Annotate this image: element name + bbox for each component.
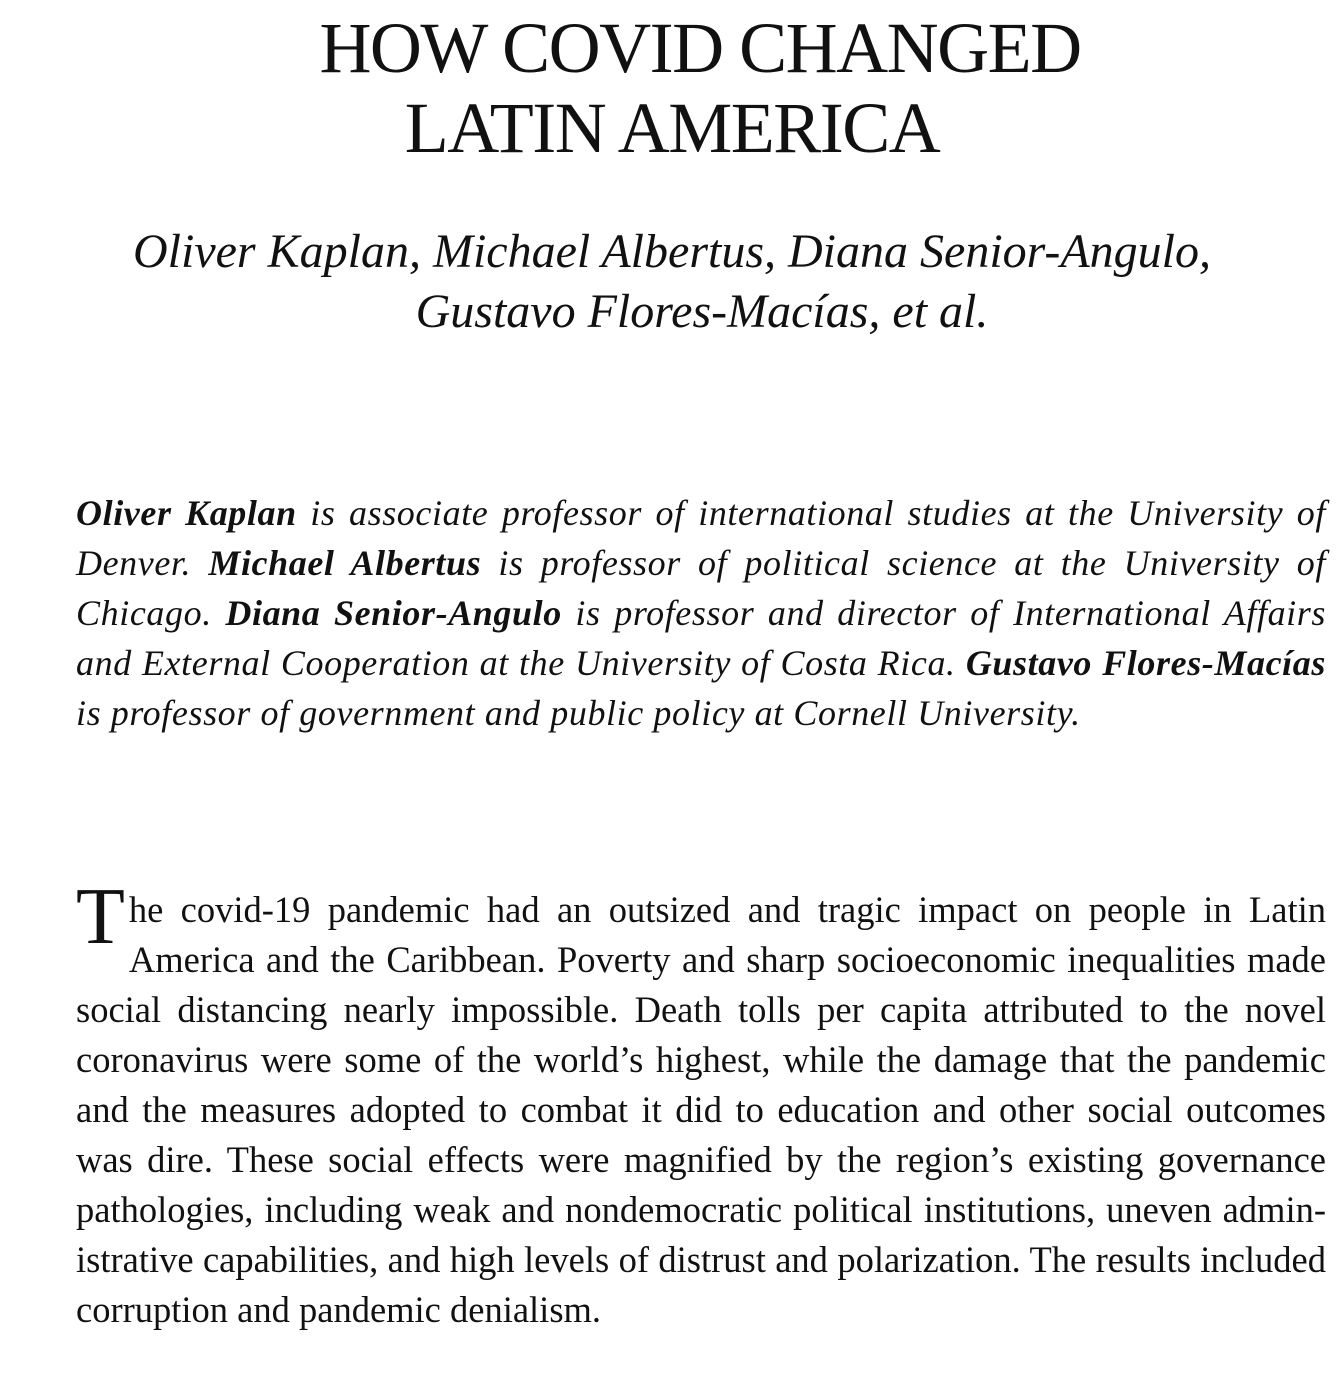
author-bio-kaplan: is associate professor of international studies at the University of Denver. — [76, 493, 1326, 583]
body-paragraph-text: he covid-19 pandemic had an outsized and tragic impact on people in Latin America and the Caribbean. Poverty and sharp socioeconomic inequalities made social distancing nearly impossible. Death tolls per capita attributed to the novel coronavirus were some of the world’s highest, while the damage that the pandemic and the measures adopted to combat it did to education and other social outcomes was dire. These social effects were magnified by the region’s existing governance pathologies, including weak and nondemocratic political institutions, uneven administrative capabilities, and high levels of distrust and polarization. The results included corruption and pandemic denialism. — [76, 889, 1326, 1330]
author-bio-albertus: is professor of political science at the University of Chicago. — [76, 543, 1326, 633]
author-byline-line-2: Gustavo Flores-Macías, et al. — [415, 285, 989, 338]
drop-cap: T — [76, 873, 125, 961]
author-name-flores-macias: Gustavo Flores-Macías — [965, 643, 1326, 683]
author-name-kaplan: Oliver Kaplan — [76, 493, 297, 533]
author-bio-paragraph — [76, 488, 1326, 738]
author-name-senior-angulo: Diana Senior-Angulo — [225, 593, 562, 633]
author-bio-senior-angulo: is professor and director of International Affairs and External Cooperation at the University of Costa Rica. — [76, 593, 1326, 683]
author-bio-flores-macias: is professor of government and public policy at Cornell University. — [76, 693, 1081, 733]
body-paragraph — [76, 873, 1326, 1335]
article-title-line-2: LATIN AMERICA — [404, 88, 940, 168]
author-byline — [0, 222, 1344, 342]
article-title-line-1: HOW COVID CHANGED — [319, 8, 1081, 88]
author-byline-line-1: Oliver Kaplan, Michael Albertus, Diana Senior-Angulo, — [132, 225, 1212, 278]
article-title — [0, 8, 1344, 168]
author-name-albertus: Michael Albertus — [208, 543, 482, 583]
